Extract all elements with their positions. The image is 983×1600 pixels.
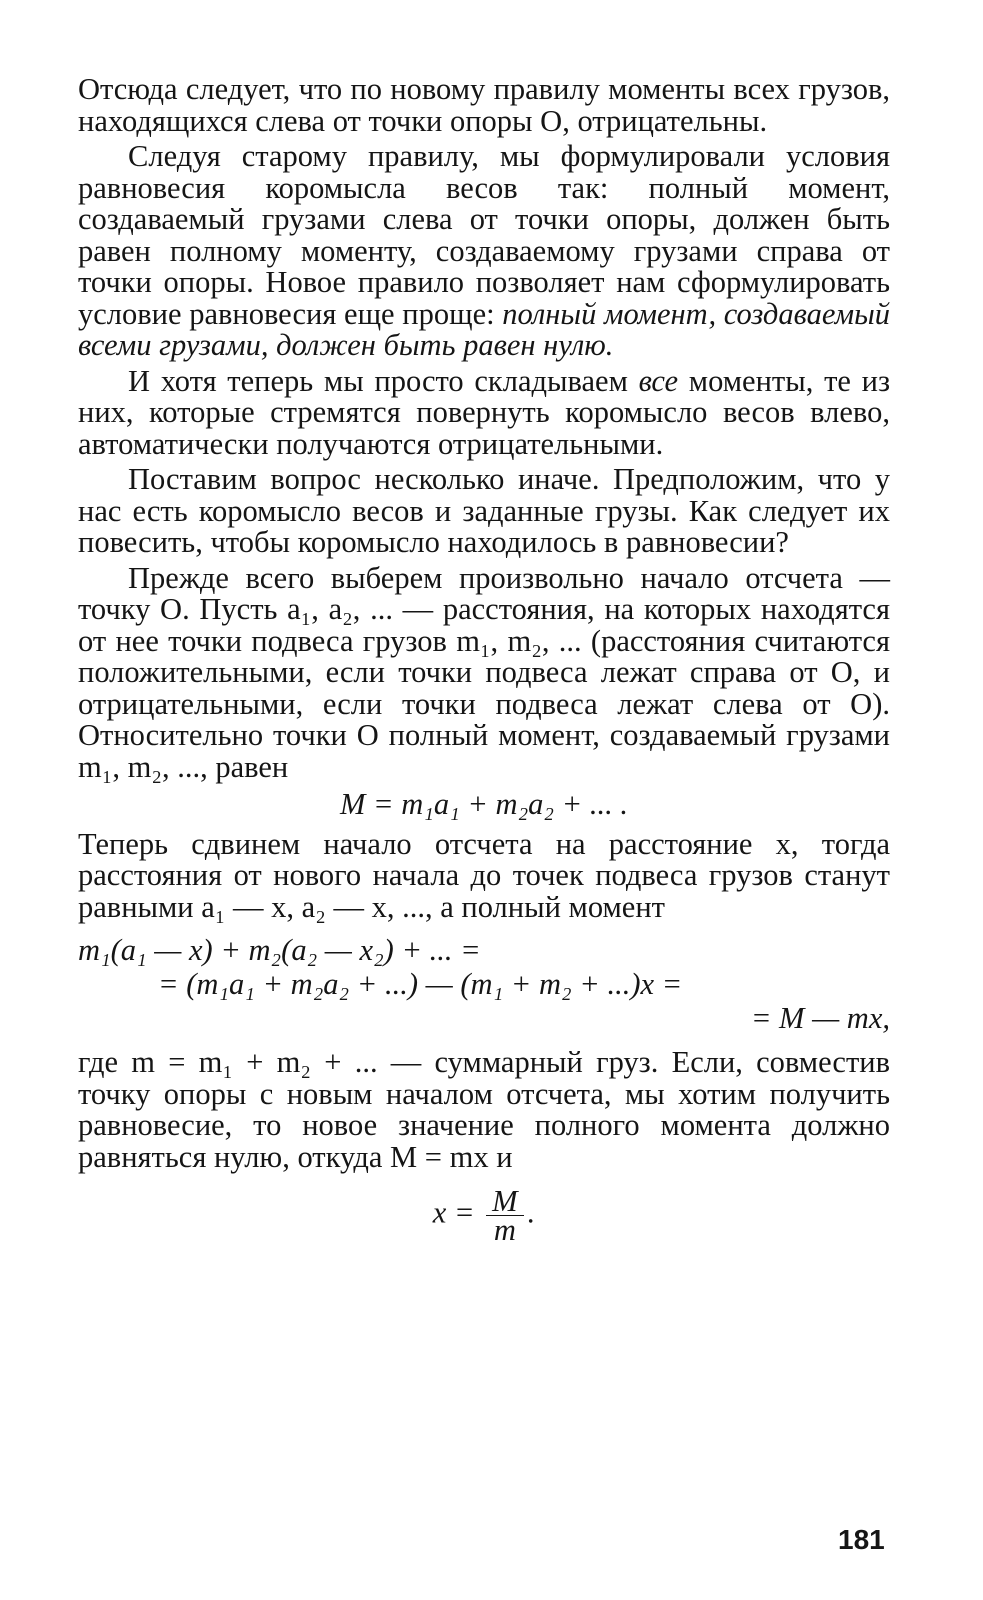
equation-line-3 xyxy=(78,1003,890,1037)
paragraph-6: Теперь сдвинем начало отсчета на расстояние x, тогда расстояния от нового начала до точек подвеса грузов станут равными a₁ — x, a₂ — x, ..., а полный момент xyxy=(78,826,890,924)
page-body xyxy=(78,72,890,1247)
paragraph-4: Поставим вопрос несколько иначе. Предположим, что у нас есть коромысло весов и заданные грузы. Как следует их повесить, чтобы коромысло находилось в равновесии? xyxy=(78,462,890,559)
paragraph-3-emphasis: все xyxy=(638,363,679,398)
paragraph-2 xyxy=(78,141,890,362)
paragraph-3 xyxy=(78,363,890,461)
equation-line-2-text: = (m₁a₁ + m₂a₂ + ...) — (m₁ + m₂ + ...)x = xyxy=(158,967,683,1001)
equation-line-2 xyxy=(78,969,890,1003)
paragraph-2-emphasis: полный момент, создаваемый всеми грузами, должен быть равен нулю. xyxy=(78,296,890,362)
page-number: 181 xyxy=(838,1524,885,1555)
equation-line-1 xyxy=(78,935,890,969)
equation-x-formula xyxy=(78,1184,890,1247)
equation-total-moment: M = m₁a₁ + m₂a₂ + ... . xyxy=(340,787,628,821)
fraction-denominator: m xyxy=(493,1213,516,1247)
equation-x-lhs: x = xyxy=(432,1195,475,1230)
paragraph-5: Прежде всего выберем произвольно начало отсчета — точку O. Пусть a₁, a₂, ... — расстояния, на которых находятся от нее точки подвеса грузов m₁, m₂, ... (расстояния считаются положительными, если точки подвеса лежат справа от O, и отрицательными, если точки подвеса лежат слева от O). Относительно точки O полный момент, создаваемый грузами m₁, m₂, ..., равен xyxy=(78,560,890,784)
paragraph-3-text-b: моменты, те из них, которые стремятся повернуть коромысло весов влево, автоматически получаются отрицательными. xyxy=(78,363,890,461)
fraction-numerator: M xyxy=(486,1187,523,1216)
paragraph-1: Отсюда следует, что по новому правилу моменты всех грузов, находящихся слева от точки опоры O, отрицательны. xyxy=(78,72,890,138)
equation-shifted-moment xyxy=(78,935,890,1037)
paragraph-3-text-a: И хотя теперь мы просто складываем xyxy=(128,363,639,398)
equation-x-end: . xyxy=(527,1195,536,1230)
equation-line-1-text: m₁(a₁ — x) + m₂(a₂ — x₂) + ... = xyxy=(78,933,481,967)
fraction xyxy=(486,1184,523,1247)
equation-line-3-text: = M — mx, xyxy=(750,1001,890,1035)
paragraph-2-text: Следуя старому правилу, мы формулировали условия равновесия коромысла весов так: полный момент, создаваемый грузами слева от точки опоры, должен быть равен полному моменту, создаваемому грузами справа от точки опоры. Новое правило позволяет нам сформулировать условие равновесия еще проще: xyxy=(78,139,890,331)
paragraph-7: где m = m₁ + m₂ + ... — суммарный груз. Если, совместив точку опоры с новым началом отсчета, мы хотим получить равновесие, то новое значение полного момента должно равняться нулю, откуда M = mx и xyxy=(78,1045,890,1174)
